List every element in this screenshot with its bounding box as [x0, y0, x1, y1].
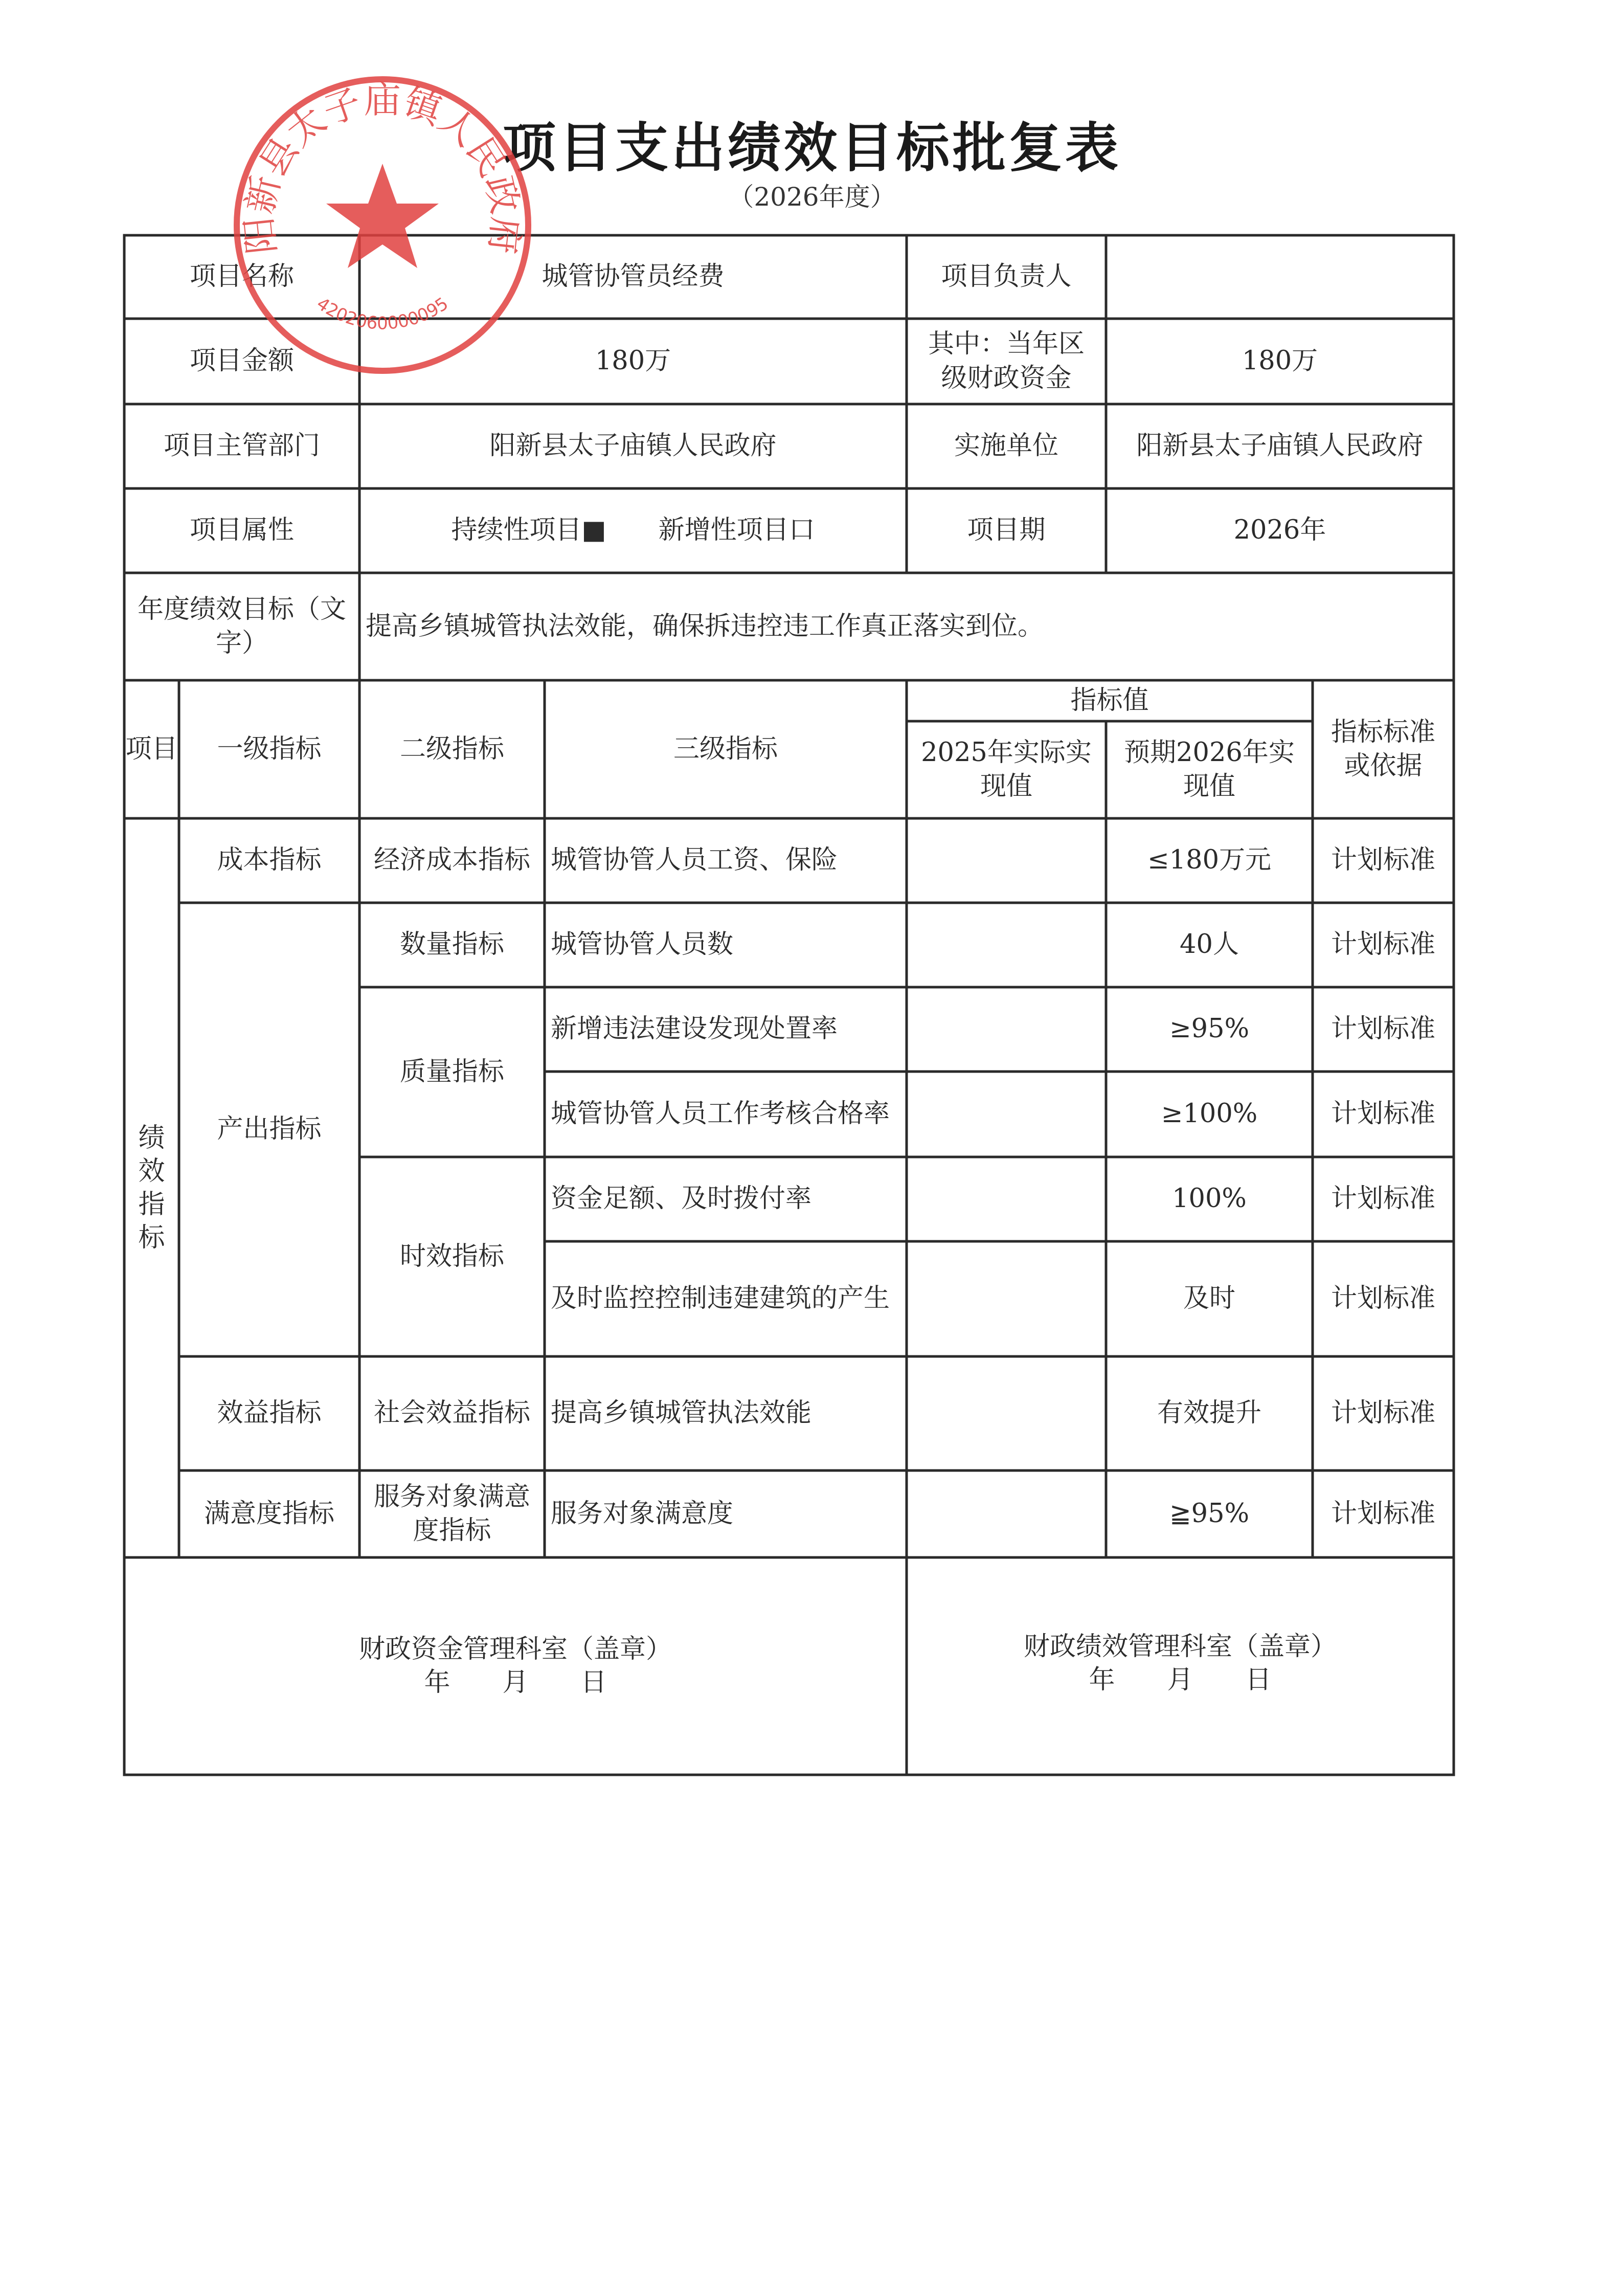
- attr-label: 项目属性: [189, 515, 294, 546]
- basis-cell: 计划标准: [1330, 1099, 1435, 1129]
- amount-label: 项目金额: [189, 346, 294, 376]
- col-level1: 一级指标: [217, 733, 322, 764]
- project-name-value: 城管协管员经费: [542, 261, 725, 292]
- project-leader-value: [1106, 235, 1454, 319]
- basis-cell: 计划标准: [1330, 929, 1435, 960]
- level3-cell: 新增违法建设发现处置率: [551, 1014, 838, 1044]
- dept-label: 项目主管部门: [163, 431, 320, 461]
- expected-cell: ≥95%: [1169, 1014, 1250, 1044]
- project-leader-label: 项目负责人: [941, 261, 1072, 292]
- level2-quality: 质量指标: [399, 1056, 504, 1087]
- level3-cell: 服务对象满意度: [551, 1498, 734, 1529]
- svg-text:阳新县太子庙镇人民政府: 阳新县太子庙镇人民政府: [237, 78, 528, 256]
- expected-cell: ≤180万元: [1147, 845, 1272, 876]
- level3-cell: 资金足额、及时拨付率: [551, 1184, 812, 1214]
- col-basis: 指标标准或依据: [1330, 717, 1435, 781]
- level2-satisfaction: 服务对象满意度指标: [373, 1481, 530, 1546]
- col-item: 项目: [125, 733, 178, 764]
- dept-value: 阳新县太子庙镇人民政府: [489, 431, 777, 461]
- group-benefit: 效益指标: [217, 1398, 322, 1429]
- level2-timeliness: 时效指标: [399, 1241, 504, 1272]
- level3-cell: 城管协管人员工资、保险: [551, 845, 838, 876]
- group-satisfaction: 满意度指标: [204, 1498, 334, 1529]
- expected-cell: 有效提升: [1157, 1398, 1261, 1429]
- period-label: 项目期: [967, 515, 1046, 546]
- expected-cell: 40人: [1180, 929, 1239, 960]
- goal-label: 年度绩效目标（文字）: [137, 594, 346, 658]
- col-expected-2026: 预期2026年实现值: [1124, 737, 1295, 801]
- level2-quantity: 数量指标: [399, 929, 504, 960]
- col-level2: 二级指标: [399, 733, 504, 764]
- amount-value: 180万: [595, 346, 671, 376]
- section-label: [124, 818, 179, 1557]
- official-seal-stamp: [229, 72, 536, 378]
- svg-text:4202060000095: 4202060000095: [312, 293, 453, 334]
- district-funds-value: 180万: [1242, 346, 1318, 376]
- col-actual-2025: 2025年实际实现值: [921, 737, 1092, 801]
- col-values-group: 指标值: [1070, 685, 1149, 716]
- district-funds-label: 其中：当年区级财政资金: [928, 329, 1085, 393]
- level3-cell: 城管协管人员数: [551, 929, 734, 960]
- expected-cell: 及时: [1183, 1283, 1235, 1314]
- goal-value: 提高乡镇城管执法效能，确保拆违控违工作真正落实到位。: [366, 611, 1044, 641]
- basis-cell: 计划标准: [1330, 1014, 1435, 1044]
- level2-social-benefit: 社会效益指标: [373, 1398, 530, 1429]
- period-value: 2026年: [1233, 515, 1326, 546]
- impl-label: 实施单位: [954, 431, 1058, 461]
- footer-right-date: 年 月 日: [1089, 1664, 1272, 1695]
- footer-left-date: 年 月 日: [424, 1667, 607, 1698]
- level3-cell: 提高乡镇城管执法效能: [551, 1398, 812, 1429]
- basis-cell: 计划标准: [1330, 1283, 1435, 1314]
- level2-economic-cost: 经济成本指标: [373, 845, 530, 876]
- footer-right-office: 财政绩效管理科室（盖章）: [1023, 1631, 1337, 1662]
- group-cost: 成本指标: [217, 845, 322, 876]
- basis-cell: 计划标准: [1330, 1184, 1435, 1214]
- expected-cell: ≧95%: [1169, 1498, 1250, 1529]
- impl-value: 阳新县太子庙镇人民政府: [1136, 431, 1424, 461]
- level3-cell: 城管协管人员工作考核合格率: [551, 1099, 890, 1129]
- col-level3: 三级指标: [673, 733, 778, 764]
- project-name-label: 项目名称: [189, 261, 294, 292]
- expected-cell: 100%: [1172, 1184, 1247, 1214]
- footer-left-office: 财政资金管理科室（盖章）: [358, 1634, 672, 1664]
- attr-value: 持续性项目■ 新增性项目口: [451, 515, 815, 546]
- basis-cell: 计划标准: [1330, 845, 1435, 876]
- expected-cell: ≥100%: [1161, 1099, 1258, 1129]
- section-label-text: 绩效指标: [138, 1122, 165, 1253]
- basis-cell: 计划标准: [1330, 1398, 1435, 1429]
- page-subtitle: （2026年度）: [728, 182, 896, 212]
- basis-cell: 计划标准: [1330, 1498, 1435, 1529]
- level3-cell: 及时监控控制违建建筑的产生: [551, 1283, 890, 1314]
- page-title: 项目支出绩效目标批复表: [502, 116, 1121, 179]
- group-output: 产出指标: [217, 1114, 322, 1145]
